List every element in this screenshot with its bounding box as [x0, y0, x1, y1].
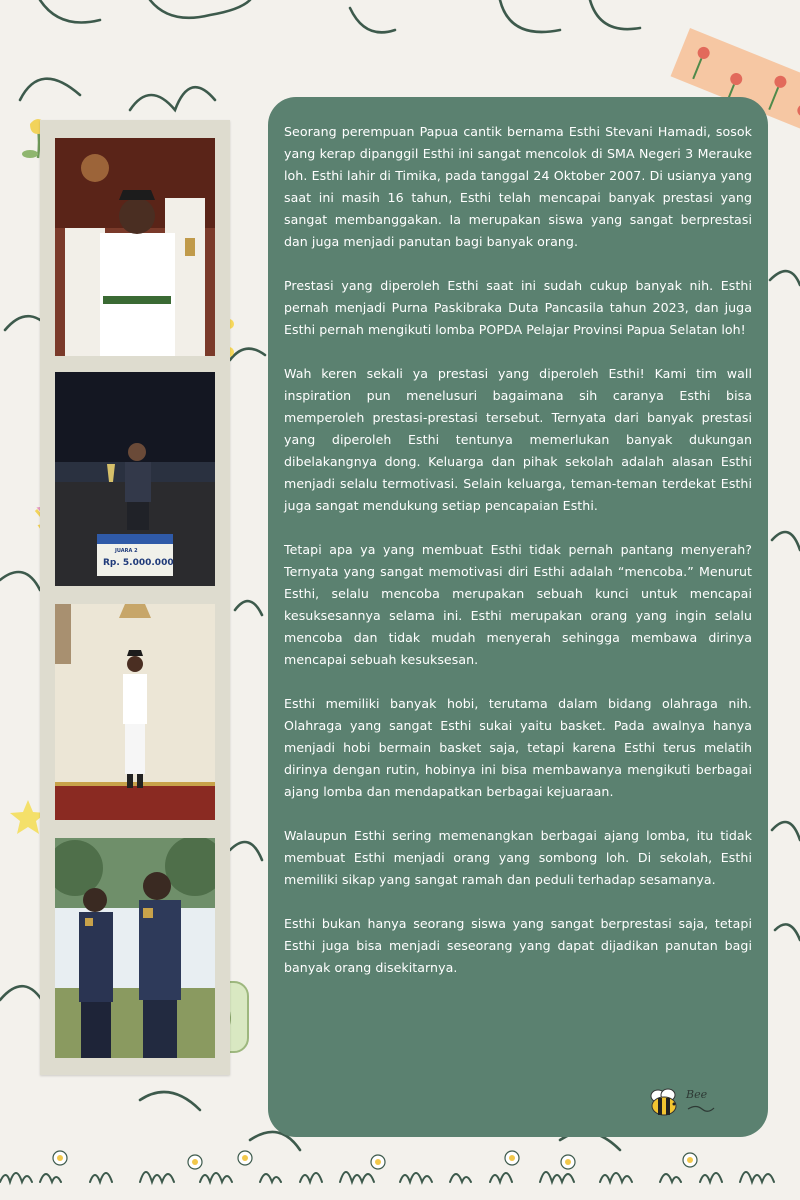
doodle-line [230, 842, 262, 860]
doodle-line [775, 924, 800, 940]
article-card [268, 97, 768, 1137]
doodle-line [772, 532, 800, 550]
photo-saluting-uniform [55, 838, 215, 1058]
grass-border [0, 1172, 774, 1182]
signature-text: Bee [686, 1088, 708, 1101]
doodle-line [770, 271, 800, 285]
prize-rank-label: JUARA 2 [115, 548, 138, 554]
doodle-line [20, 79, 80, 100]
signature-underline [686, 1104, 716, 1114]
doodle-line [772, 822, 800, 840]
paragraph-humble: Walaupun Esthi sering memenangkan berbagai ajang lomba, itu tidak membuat Esthi menjadi orang yang sombong loh. Di sekolah, Esthi memiliki sikap yang sangat ramah dan peduli terhadap sesamanya. [284, 828, 752, 887]
photo-paskibraka-ceremony [55, 138, 215, 356]
doodle-line [0, 572, 40, 590]
photo-strip [40, 120, 230, 1075]
doodle-line [500, 0, 560, 32]
bee-icon [648, 1088, 682, 1118]
doodle-line [130, 87, 215, 110]
doodle-line [590, 0, 640, 29]
doodle-line [150, 0, 250, 18]
article-text [284, 121, 752, 1001]
doodle-line [140, 1092, 200, 1110]
daisy-flowers [53, 1151, 697, 1169]
doodle-line [230, 349, 265, 360]
photo-award-night [55, 372, 215, 586]
doodle-line [0, 986, 45, 1005]
prize-amount-label: Rp. 5.000.000 [103, 558, 174, 568]
paragraph-hobby: Esthi memiliki banyak hobi, terutama dalam bidang olahraga nih. Olahraga yang sangat Esthi sukai yaitu basket. Pada awalnya hanya menjadi hobi bermain basket saja, tetapi karena Esthi terus melatih dirinya dengan rutin, hobinya ini bisa membawanya mengikuti berbagai ajang lomba dan mendapatkan berbagai kejuaraan. [284, 696, 752, 799]
doodle-line [350, 8, 395, 32]
paragraph-motivation: Tetapi apa ya yang membuat Esthi tidak pernah pantang menyerah? Ternyata yang sangat memotivasi diri Esthi adalah “mencoba.” Menurut Esthi, selalu mencoba merupakan sebuah kunci untuk mencapai kesuksesannya selama ini. Esthi merupakan orang yang ingin selalu mencoba dan tidak mudah menyerah sehingga membawa dirinya mencapai sebuah kesuksesan. [284, 542, 752, 667]
doodle-line [40, 0, 100, 23]
paragraph-achievements: Prestasi yang diperoleh Esthi saat ini sudah cukup banyak nih. Esthi pernah menjadi Purna Paskibraka Duta Pancasila tahun 2023, dan juga Esthi pernah mengikuti lomba POPDA Pelajar Provinsi Papua Selatan loh! [284, 278, 752, 337]
photo-formal-portrait [55, 604, 215, 820]
paragraph-support: Wah keren sekali ya prestasi yang diperoleh Esthi! Kami tim wall inspiration pun menelusuri bagaimana sih caranya Esthi bisa memperoleh prestasi-prestasi tersebut. Ternyata dari banyak prestasi yang diperoleh Esthi tentunya memerlukan banyak dukungan dibelakangnya dong. Keluarga dan pihak sekolah adalah alasan Esthi menjadi selalu termotivasi. Selain keluarga, teman-teman terdekat Esthi juga sangat mendukung setiap pencapaian Esthi. [284, 366, 752, 513]
paragraph-closing: Esthi bukan hanya seorang siswa yang sangat berprestasi saja, tetapi Esthi juga bisa menjadi seseorang yang dapat dijadikan panutan bagi banyak orang disekitarnya. [284, 916, 752, 975]
paragraph-intro: Seorang perempuan Papua cantik bernama Esthi Stevani Hamadi, sosok yang kerap dipanggil Esthi ini sangat mencolok di SMA Negeri 3 Merauke loh. Esthi lahir di Timika, pada tanggal 24 Oktober 2007. Di usianya yang saat ini masih 16 tahun, Esthi telah mencapai banyak prestasi yang sangat membanggakan. Ia merupakan siswa yang sangat berprestasi dan juga menjadi panutan bagi banyak orang. [284, 124, 752, 249]
doodle-line [235, 601, 262, 615]
